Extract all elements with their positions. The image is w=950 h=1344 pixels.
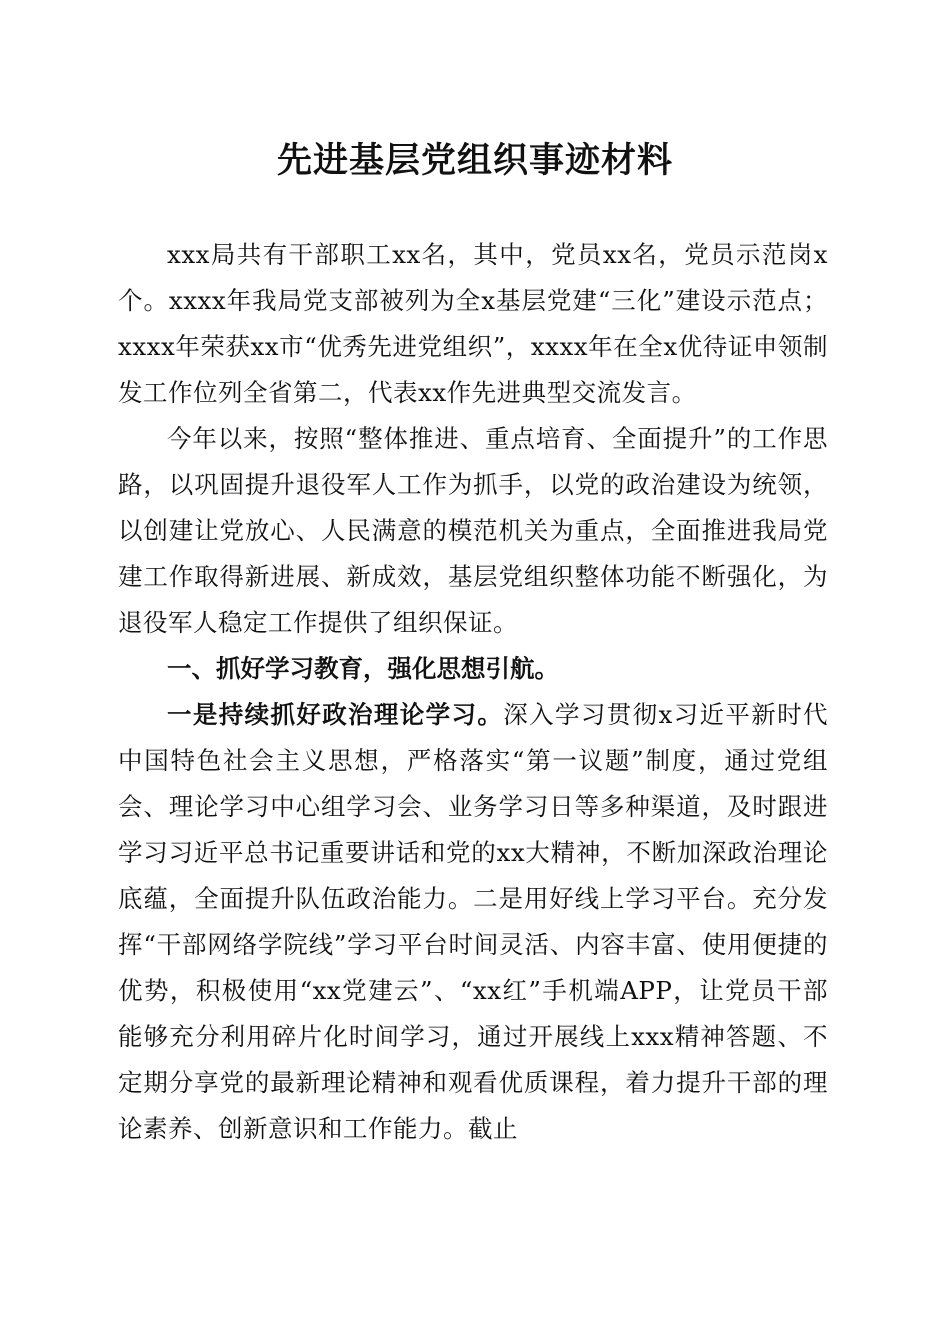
paragraph-lead-phrase: 一是持续抓好政治理论学习。 — [167, 700, 504, 729]
section-heading: 一、抓好学习教育，强化思想引航。 — [167, 654, 559, 683]
paragraph-overview: xxx局共有干部职工xx名，其中，党员xx名，党员示范岗x个。xxxx年我局党支部被列为全x基层党建“三化”建设示范点；xxxx年荣获xx市“优秀先进党组织”，xxxx年在全x优待证申领制发工作位列全省第二，代表xx作先进典型交流发言。 — [118, 240, 828, 407]
paragraph-text: 深入学习贯彻x习近平新时代中国特色社会主义思想，严格落实“第一议题”制度，通过党组会、理论学习中心组学习会、业务学习日等多种渠道，及时跟进学习习近平总书记重要讲话和党的xx大精神，不断加深政治理论底蕴，全面提升队伍政治能力。二是用好线上学习平台。充分发挥“干部网络学院线”学习平台时间灵活、内容丰富、使用便捷的优势，积极使用“xx党建云”、“xx红”手机端APP，让党员干部能够充分利用碎片化时间学习，通过开展线上xxx精神答题、不定期分享党的最新理论精神和观看优质课程，着力提升干部的理论素养、创新意识和工作能力。截止 — [118, 700, 828, 1143]
paragraph-work-approach: 今年以来，按照“整体推进、重点培育、全面提升”的工作思路，以巩固提升退役军人工作为抓手，以党的政治建设为统领，以创建让党放心、人民满意的模范机关为重点，全面推进我局党建工作取得新进展、新成效，基层党组织整体功能不断强化，为退役军人稳定工作提供了组织保证。 — [118, 424, 828, 637]
document-body — [118, 232, 828, 1152]
paragraph-study-education — [118, 692, 828, 1152]
document-title: 先进基层党组织事迹材料 — [276, 140, 673, 181]
